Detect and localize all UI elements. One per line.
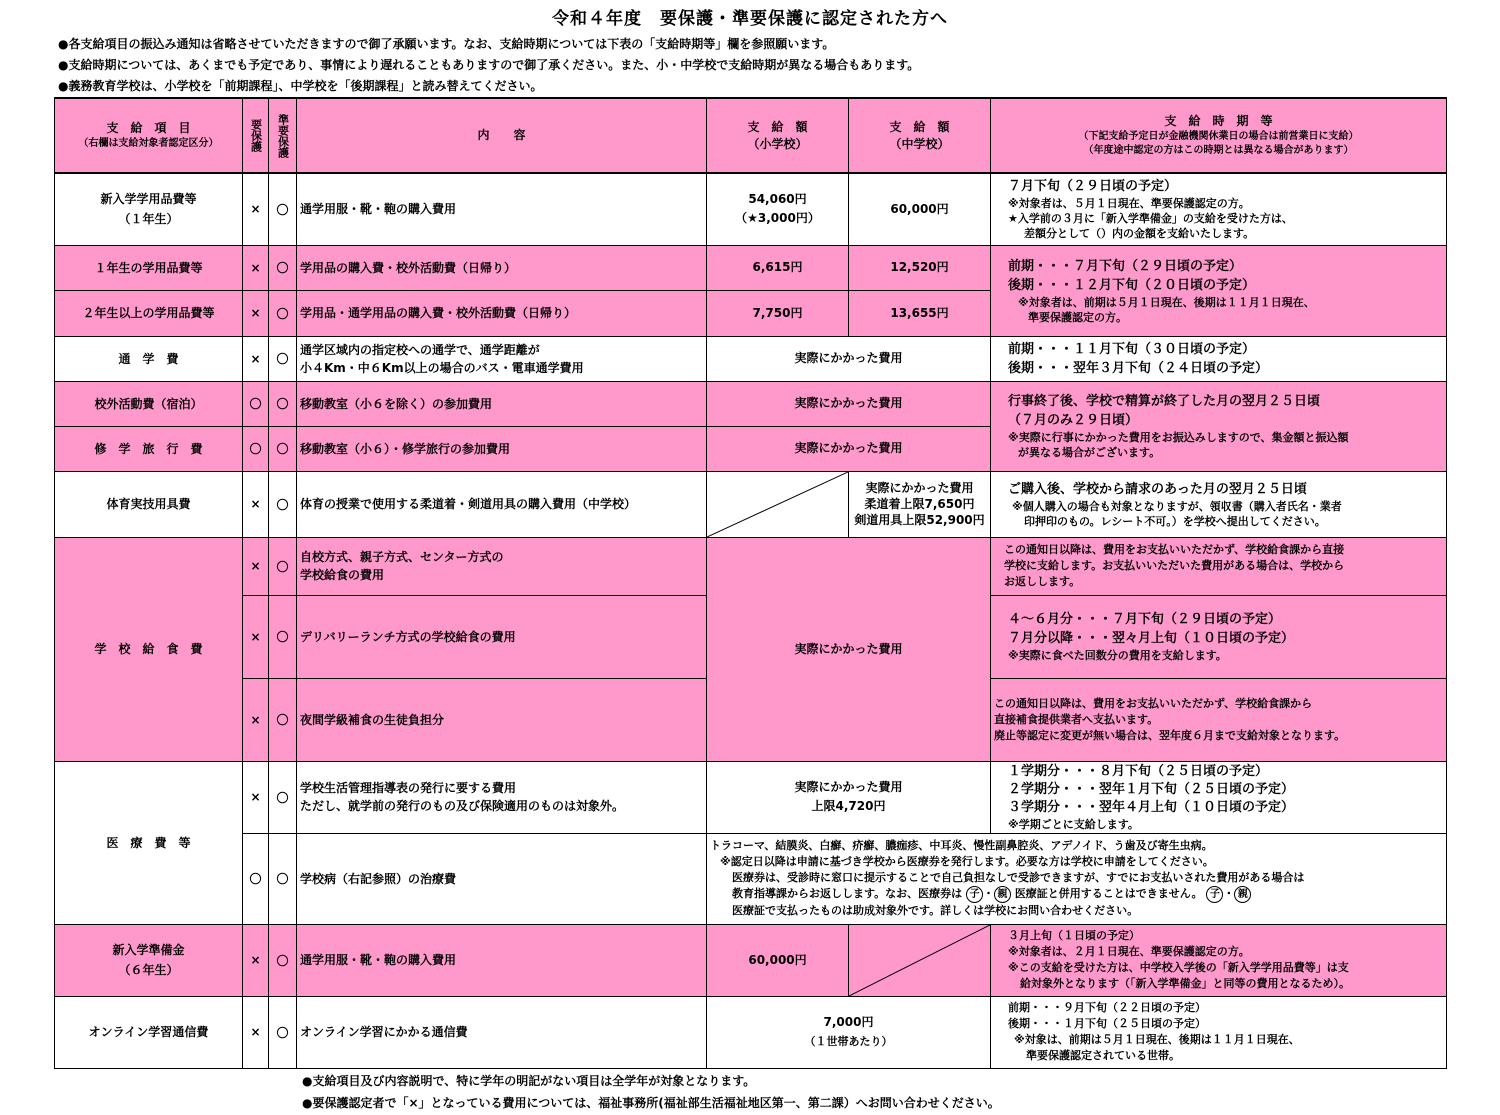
jun-mark: 〇 (269, 336, 297, 381)
yo-mark: × (243, 173, 269, 245)
table-row (55, 245, 1447, 290)
jun-mark: 〇 (269, 595, 297, 678)
jun-mark: 〇 (269, 833, 297, 924)
timing-main: ７月分以降・・・翌々月上旬（１０日頃の予定） (1008, 631, 1295, 646)
content-line: 学校生活管理指導表の発行に要する費用 (300, 781, 517, 795)
amount-line: 実際にかかった費用 (865, 481, 974, 495)
content-line: 学校給食の費用 (300, 568, 385, 582)
timing-cell (991, 761, 1447, 833)
yo-mark: × (243, 336, 269, 381)
yo-mark: × (243, 245, 269, 290)
amount-value: 54,060円 (748, 192, 807, 207)
header-item-label: 支 給 項 目 (106, 121, 191, 135)
timing-cell (991, 537, 1447, 595)
not-applicable-cell (849, 924, 991, 996)
timing-cell (991, 245, 1447, 336)
parent-circle-icon: 親 (994, 886, 1011, 903)
header-timing (991, 98, 1447, 173)
timing-note: ※対象者は、前期は５月１日現在、後期は１１月１日現在、 (1018, 295, 1315, 309)
header-timing-sub2: （年度途中認定の方はこの時期とは異なる場合があります） (1083, 145, 1354, 156)
content-cell: 移動教室（小６を除く）の参加費用 (297, 381, 707, 426)
item-label: 新入学準備金 (112, 943, 185, 957)
timing-main: 前期・・・７月下旬（２９日頃の予定） (1008, 258, 1243, 274)
table-row (55, 761, 1447, 833)
amount-elem: 60,000円 (707, 924, 849, 996)
amount-line: 実際にかかった費用 (794, 780, 903, 794)
header-item-sub: （右欄は支給対象者認定区分） (78, 138, 219, 149)
timing-main: ご購入後、学校から請求のあった月の翌月２５日頃 (1008, 481, 1307, 497)
table-row (55, 336, 1447, 381)
yo-mark: × (243, 996, 269, 1068)
timing-cell (991, 678, 1447, 761)
not-applicable-cell (707, 471, 849, 537)
content-line: ただし、就学前の発行のもの及び保険適用のものは対象外。 (300, 799, 625, 813)
timing-note: ※対象者は、５月１日現在、準要保護認定の方。 (1008, 197, 1250, 211)
table-row (55, 471, 1447, 537)
content-cell (297, 336, 707, 381)
note-line: ※認定日以降は申請に基づき学校から医療券を発行します。必要な方は学校に申請をしてください。 (720, 855, 1214, 868)
timing-main: 行事終了後、学校で精算が終了した月の翌月２５日頃 (1008, 394, 1321, 409)
item-cell: 医 療 費 等 (55, 761, 243, 924)
jun-mark: 〇 (269, 996, 297, 1068)
timing-note: 印押印のもの。レシート不可。）を学校へ提出してください。 (1024, 514, 1326, 528)
item-label: 新入学学用品費等 (100, 192, 197, 207)
jun-mark: 〇 (269, 471, 297, 537)
separator-dot: ・ (1223, 887, 1235, 900)
content-cell: 通学用服・靴・鞄の購入費用 (297, 924, 707, 996)
content-line: 小４Km・中６Km以上の場合のバス・電車通学費用 (300, 360, 584, 375)
header-row (55, 98, 1447, 173)
timing-note: ※実際に食べた回数分の費用を支給します。 (1008, 649, 1227, 662)
table-row (55, 833, 1447, 924)
item-cell: 体育実技用具費 (55, 471, 243, 537)
table-row (55, 537, 1447, 595)
item-sub: （１年生） (118, 212, 179, 227)
content-cell: オンライン学習にかかる通信費 (297, 996, 707, 1068)
note-line: 医療証で支払ったものは助成対象外です。詳しくは学校にお問い合わせください。 (732, 904, 1139, 917)
timing-note: ※実際に行事にかかった費用をお振込みしますので、集金額と振込額 (1008, 431, 1349, 444)
timing-main: ３月上旬（１日頃の予定） (1008, 929, 1140, 942)
header-amount-elem-sub: （小学校） (747, 136, 808, 151)
notice-line-2: ●支給時期については、あくまでも予定であり、事情により遅れることもありますので御了承ください。また、小・中学校で支給時期が異なる場合もあります。 (58, 58, 920, 72)
timing-note: この通知日以降は、費用をお支払いいただかず、学校給食課から直接 (1004, 543, 1345, 556)
jun-mark: 〇 (269, 537, 297, 595)
note-text: 教育指導課からお返しします。なお、医療券は (732, 887, 963, 900)
table-row (55, 996, 1447, 1068)
amount-jr: 13,655円 (849, 290, 991, 336)
timing-note: お返しします。 (1004, 575, 1081, 588)
timing-note: 準要保護認定の方。 (1028, 310, 1127, 324)
item-cell: オンライン学習通信費 (55, 996, 243, 1068)
yo-mark: × (243, 537, 269, 595)
amount-cell: 実際にかかった費用 (707, 537, 991, 761)
header-item (55, 98, 243, 173)
item-cell: 学 校 給 食 費 (55, 537, 243, 761)
timing-main: ４～６月分・・・７月下旬（２９日頃の予定） (1008, 612, 1282, 627)
timing-note: ※対象は、前期は５月１日現在、後期は１１月１日現在、 (1014, 1033, 1300, 1046)
yo-mark: 〇 (243, 426, 269, 471)
timing-main: １学期分・・・８月下旬（２５日頃の予定） (1008, 763, 1269, 779)
table-row (55, 381, 1447, 426)
amount-jr (849, 471, 991, 537)
amount-cell (707, 761, 991, 833)
timing-main: 後期・・・翌年３月下旬（２４日頃の予定） (1008, 360, 1269, 376)
header-amount-jr (849, 98, 991, 173)
child-circle-icon: 子 (966, 886, 983, 903)
timing-main: 後期・・・１月下旬（２５日頃の予定） (1008, 1017, 1206, 1030)
jun-mark: 〇 (269, 678, 297, 761)
amount-cell: 実際にかかった費用 (707, 336, 991, 381)
amount-value: 7,000円 (823, 1015, 874, 1029)
amount-cell: 実際にかかった費用 (707, 381, 991, 426)
yo-mark: × (243, 761, 269, 833)
yo-mark: 〇 (243, 833, 269, 924)
benefits-table (54, 97, 1447, 1069)
notice-line-3: ●義務教育学校は、小学校を「前期課程」、中学校を「後期課程」と読み替えてください。 (58, 79, 543, 93)
item-sub: （６年生） (118, 963, 179, 977)
item-cell: 校外活動費（宿泊） (55, 381, 243, 426)
table-row (55, 924, 1447, 996)
timing-cell (991, 173, 1447, 245)
jun-mark: 〇 (269, 290, 297, 336)
timing-note: ※学期ごとに支給します。 (1008, 817, 1139, 831)
timing-main: 前期・・・９月下旬（２２日頃の予定） (1008, 1001, 1206, 1014)
amount-cell: 実際にかかった費用 (707, 426, 991, 471)
timing-cell (991, 336, 1447, 381)
item-cell: ２年生以上の学用品費等 (55, 290, 243, 336)
header-yo (243, 98, 269, 173)
jun-mark: 〇 (269, 173, 297, 245)
timing-cell (991, 595, 1447, 678)
amount-note: （★3,000円） (735, 211, 820, 226)
child-circle-icon: 子 (1206, 886, 1223, 903)
header-amount-elem-label: 支 給 額 (747, 119, 808, 134)
note-text: 医療証と併用することはできません。 (1014, 887, 1203, 900)
timing-note: 直接補食提供業者へ支払います。 (994, 712, 1159, 726)
content-cell (297, 761, 707, 833)
header-timing-label: 支 給 時 期 等 (1164, 114, 1273, 128)
header-timing-sub1: （下記支給予定日が金融機関休業日の場合は前営業日に支給） (1078, 131, 1359, 142)
amount-elem: 6,615円 (707, 245, 849, 290)
timing-main: ２学期分・・・翌年１月下旬（２５日頃の予定） (1008, 781, 1295, 797)
amount-jr: 12,520円 (849, 245, 991, 290)
timing-note: が異なる場合がございます。 (1018, 446, 1161, 459)
amount-elem: 7,750円 (707, 290, 849, 336)
content-cell: デリバリーランチ方式の学校給食の費用 (297, 595, 707, 678)
parent-circle-icon: 親 (1234, 886, 1251, 903)
disease-list: トラコーマ、結膜炎、白癬、疥癬、膿痂疹、中耳炎、慢性副鼻腔炎、アデノイド、う歯及び寄生虫病。 (710, 839, 1213, 852)
jun-mark: 〇 (269, 381, 297, 426)
page-title: 令和４年度 要保護・準要保護に認定された方へ (552, 9, 948, 29)
timing-main: ７月下旬（２９日頃の予定） (1008, 179, 1178, 195)
header-jun-label: 準要保護 (276, 113, 290, 158)
content-cell: 夜間学級補食の生徒負担分 (297, 678, 707, 761)
content-cell: 学用品の購入費・校外活動費（日帰り） (297, 245, 707, 290)
table-row (55, 173, 1447, 245)
amount-note: （１世帯あたり） (804, 1035, 893, 1048)
amount-jr: 60,000円 (849, 173, 991, 245)
content-cell: 学用品・通学用品の購入費・校外活動費（日帰り） (297, 290, 707, 336)
timing-cell (991, 996, 1447, 1068)
header-yo-label: 要保護 (249, 119, 263, 152)
header-amount-jr-label: 支 給 額 (889, 119, 950, 134)
item-cell: 通 学 費 (55, 336, 243, 381)
diagonal-line (707, 472, 848, 537)
timing-main: ３学期分・・・翌年４月上旬（１０日頃の予定） (1008, 799, 1295, 815)
timing-note: 給対象外となります（「新入学準備金」と同等の費用となるため）。 (1020, 977, 1350, 990)
timing-main: （７月のみ２９日頃） (1008, 413, 1139, 428)
content-cell: 学校病（右記参照）の治療費 (297, 833, 707, 924)
yo-mark: × (243, 471, 269, 537)
content-cell: 体育の授業で使用する柔道着・剣道用具の購入費用（中学校） (297, 471, 707, 537)
timing-note: 差額分として（）内の金額を支給いたします。 (1024, 227, 1255, 241)
timing-note: 準要保護認定されている世帯。 (1026, 1049, 1180, 1062)
item-cell (55, 924, 243, 996)
content-cell: 通学用服・靴・鞄の購入費用 (297, 173, 707, 245)
timing-note: ※個人購入の場合も対象となりますが、領収書（購入者氏名・業者 (1012, 499, 1342, 513)
jun-mark: 〇 (269, 924, 297, 996)
header-amount-jr-sub: （中学校） (889, 136, 950, 151)
item-cell: 修 学 旅 行 費 (55, 426, 243, 471)
timing-note: ※対象者は、２月１日現在、準要保護認定の方。 (1008, 945, 1250, 958)
timing-note: ※この支給を受けた方は、中学校入学後の「新入学学用品費等」は支 (1008, 961, 1349, 974)
timing-note: 廃止等認定に変更が無い場合は、翌年度６月まで支給対象となります。 (994, 728, 1346, 742)
amount-line: 上限4,720円 (811, 799, 886, 813)
timing-main: 前期・・・１１月下旬（３０日頃の予定） (1008, 341, 1256, 357)
notice-line-1: ●各支給項目の振込み通知は省略させていただきますので御了承願います。なお、支給時期については下表の「支給時期等」欄を参照願います。 (58, 37, 835, 51)
timing-cell (991, 924, 1447, 996)
amount-cell (707, 996, 991, 1068)
note-line: 医療券は、受診時に窓口に提示することで自己負担なしで受診できますが、すでにお支払いされた費用がある場合は (732, 871, 1305, 884)
jun-mark: 〇 (269, 761, 297, 833)
timing-cell (991, 471, 1447, 537)
header-amount-elem (707, 98, 849, 173)
footer-note-1: ●支給項目及び内容説明で、特に学年の明記がない項目は全学年が対象となります。 (302, 1074, 756, 1088)
item-cell: １年生の学用品費等 (55, 245, 243, 290)
school-disease-note (707, 833, 1447, 924)
jun-mark: 〇 (269, 245, 297, 290)
footer-note-2: ●要保護認定者で「×」となっている費用については、福祉事務所(福祉部生活福祉地区第一、第二課）へお問い合わせください。 (302, 1096, 1000, 1110)
timing-main: 後期・・・１２月下旬（２０日頃の予定） (1008, 277, 1256, 293)
diagonal-line (849, 925, 990, 996)
timing-cell (991, 381, 1447, 471)
yo-mark: × (243, 290, 269, 336)
timing-note: ★入学前の３月に「新入学準備金」の支給を受けた方は、 (1008, 212, 1293, 226)
amount-line: 柔道着上限7,650円 (864, 497, 975, 511)
content-line: 自校方式、親子方式、センター方式の (300, 550, 504, 564)
content-cell: 移動教室（小６）・修学旅行の参加費用 (297, 426, 707, 471)
jun-mark: 〇 (269, 426, 297, 471)
note-line (710, 886, 1443, 903)
yo-mark: × (243, 678, 269, 761)
yo-mark: × (243, 924, 269, 996)
content-cell (297, 537, 707, 595)
yo-mark: 〇 (243, 381, 269, 426)
separator-dot: ・ (982, 887, 994, 900)
content-line: 通学区域内の指定校への通学で、通学距離が (300, 342, 540, 357)
header-content: 内 容 (297, 98, 707, 173)
header-jun (269, 98, 297, 173)
amount-line: 剣道用具上限52,900円 (854, 513, 985, 527)
item-cell (55, 173, 243, 245)
timing-note: この通知日以降は、費用をお支払いいただかず、学校給食課から (994, 696, 1313, 710)
yo-mark: × (243, 595, 269, 678)
timing-note: 学校に支給します。お支払いいただいた費用がある場合は、学校から (1004, 559, 1345, 572)
amount-elem (707, 173, 849, 245)
